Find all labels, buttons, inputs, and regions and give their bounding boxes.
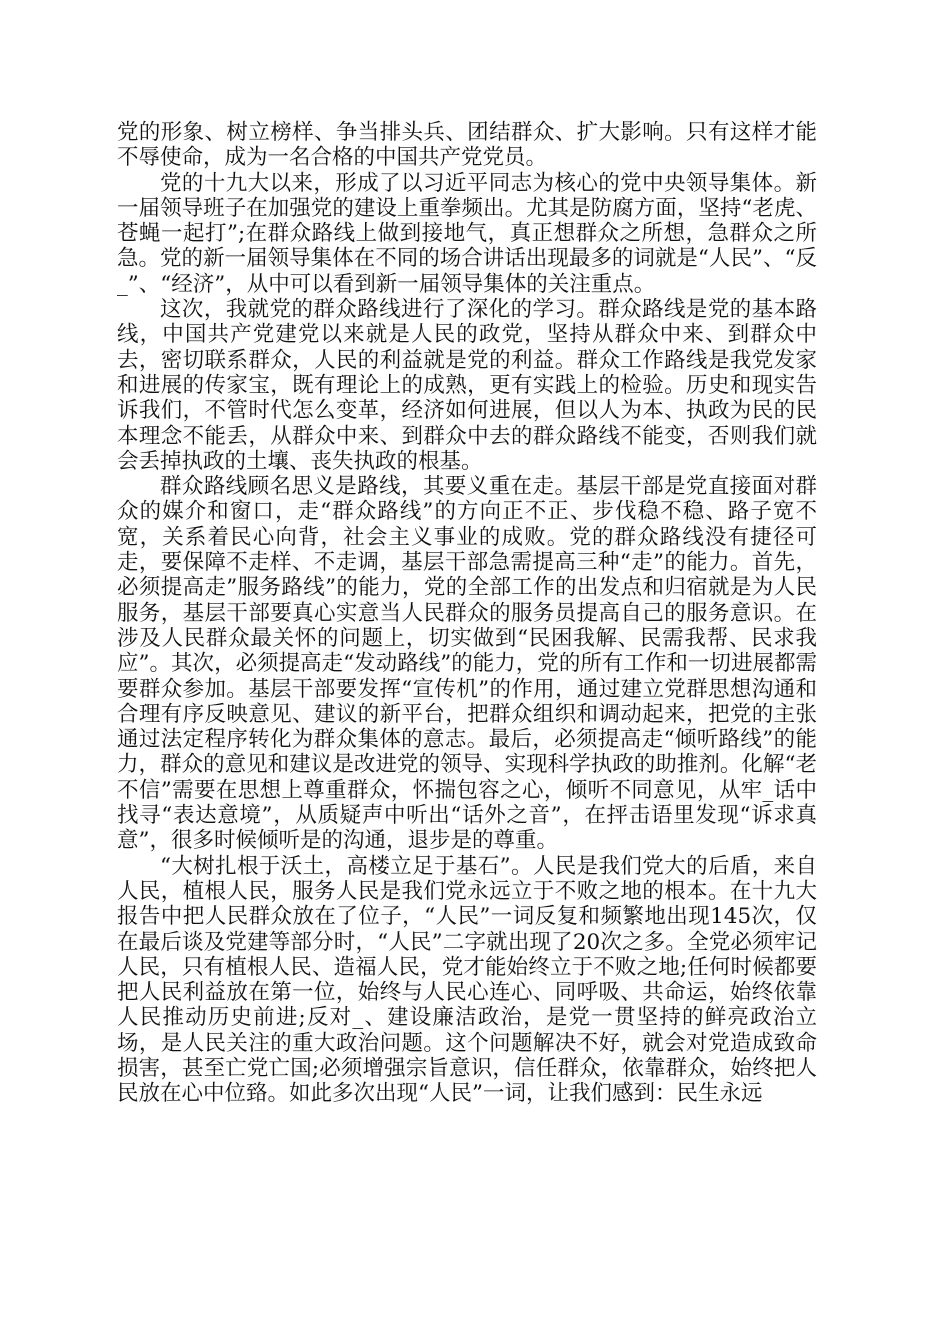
paragraph-4: 群众路线顾名思义是路线，其要义重在走。基层干部是党直接面对群众的媒介和窗口，走“群众路线”的方向正不正、步伐稳不稳、路子宽不宽，关系着民心向背，社会主义事业的成败。党的群众路线没有捷径可走，要保障不走样、不走调，基层干部急需提高三种“走”的能力。首先，必须提高走”服务路线”的能力，党的全部工作的出发点和归宿就是为人民服务，基层干部要真心实意当人民群众的服务员提高自己的服务意识。在涉及人民群众最关怀的问题上，切实做到“民困我解、民需我帮、民求我应”。其次，必须提高走“发动路线”的能力，党的所有工作和一切进展都需要群众参加。基层干部要发挥“宣传机”的作用，通过建立党群思想沟通和合理有序反映意见、建议的新平台，把群众组织和调动起来，把党的主张通过法定程序转化为群众集体的意志。最后，必须提高走“倾听路线”的能力，群众的意见和建议是改进党的领导、实现科学执政的助推剂。化解“老不信”需要在思想上尊重群众，怀揣包容之心，倾听不同意见，从牢_话中找寻“表达意境”，从质疑声中听出“话外之音”，在抨击语里发现“诉求真意”，很多时候倾听是的沟通，退步是的尊重。 <box>117 474 817 854</box>
paragraph-1: 党的形象、树立榜样、争当排头兵、团结群众、扩大影响。只有这样才能不辱使命，成为一名合格的中国共产党党员。 <box>117 120 817 171</box>
paragraph-3: 这次，我就党的群众路线进行了深化的学习。群众路线是党的基本路线，中国共产党建党以来就是人民的政党，坚持从群众中来、到群众中去，密切联系群众，人民的利益就是党的利益。群众工作路线是我党发家和进展的传家宝，既有理论上的成熟，更有实践上的检验。历史和现实告诉我们，不管时代怎么变革，经济如何进展，但以人为本、执政为民的民本理念不能丢，从群众中来、到群众中去的群众路线不能变，否则我们就会丢掉执政的土壤、丧失执政的根基。 <box>117 297 817 474</box>
document-body <box>117 120 817 1107</box>
paragraph-5: “大树扎根于沃土，高楼立足于基石”。人民是我们党大的后盾，来自人民，植根人民，服务人民是我们党永远立于不败之地的根本。在十九大报告中把人民群众放在了位子，“人民”一词反复和频繁地出现145次，仅在最后谈及党建等部分时，“人民”二字就出现了20次之多。全党必须牢记人民，只有植根人民、造福人民，党才能始终立于不败之地;任何时候都要把人民利益放在第一位，始终与人民心连心、同呼吸、共命运，始终依靠人民推动历史前进;反对_、建设廉洁政治，是党一贯坚持的鲜亮政治立场，是人民关注的重大政治问题。这个问题解决不好，就会对党造成致命损害，甚至亡党亡国;必须增强宗旨意识，信任群众，依靠群众，始终把人民放在心中位臵。如此多次出现“人民”一词，让我们感到：民生永远 <box>117 853 817 1107</box>
paragraph-2: 党的十九大以来，形成了以习近平同志为核心的党中央领导集体。新一届领导班子在加强党的建设上重拳频出。尤其是防腐方面，坚持“老虎、苍蝇一起打”;在群众路线上做到接地气，真正想群众之所想，急群众之所急。党的新一届领导集体在不同的场合讲话出现最多的词就是“人民”、“反_”、“经济”，从中可以看到新一届领导集体的关注重点。 <box>117 170 817 297</box>
